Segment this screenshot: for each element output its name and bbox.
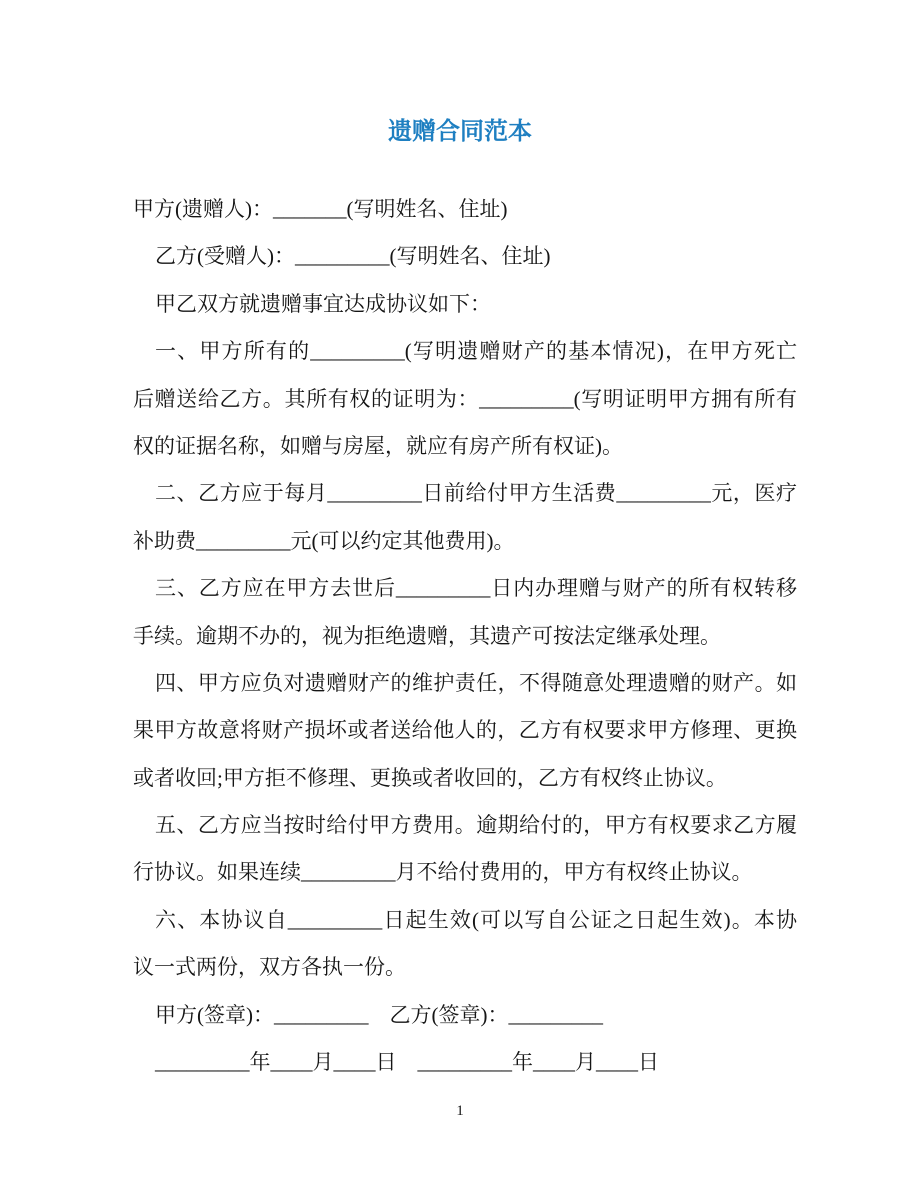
contract-line-clause6-1: 六、本协议自_________日起生效(可以写自公证之日起生效)。本协	[155, 907, 797, 932]
contract-line-clause5-1: 五、乙方应当按时给付甲方费用。逾期给付的，甲方有权要求乙方履	[155, 813, 797, 838]
contract-line-clause2-1: 二、乙方应于每月_________日前给付甲方生活费_________元，医疗	[155, 481, 797, 506]
contract-line-clause4-1: 四、甲方应负对遗赠财产的维护责任，不得随意处理遗赠的财产。如	[155, 670, 797, 695]
contract-line-clause3-1: 三、乙方应在甲方去世后_________日内办理赠与财产的所有权转移	[155, 576, 797, 601]
contract-line-clause4-2: 果甲方故意将财产损坏或者送给他人的，乙方有权要求甲方修理、更换	[133, 718, 797, 743]
document-body	[133, 186, 797, 1086]
contract-line-signatures: 甲方(签章)：_________ 乙方(签章)：_________	[155, 1002, 603, 1027]
page-number: 1	[456, 1103, 464, 1119]
contract-line-clause3-2: 手续。逾期不办的，视为拒绝遗赠，其遗产可按法定继承处理。	[133, 623, 721, 648]
contract-line-party-b: 乙方(受赠人)：_________(写明姓名、住址)	[155, 244, 551, 269]
contract-line-clause1-3: 权的证据名称，如赠与房屋，就应有房产所有权证)。	[133, 433, 623, 458]
document-title: 遗赠合同范本	[388, 119, 532, 145]
contract-line-clause2-2: 补助费_________元(可以约定其他费用)。	[133, 528, 515, 553]
contract-line-clause6-2: 议一式两份，双方各执一份。	[133, 955, 406, 980]
contract-line-clause5-2: 行协议。如果连续_________月不给付费用的，甲方有权终止协议。	[133, 860, 753, 885]
contract-line-clause4-3: 或者收回;甲方拒不修理、更换或者收回的，乙方有权终止协议。	[133, 765, 727, 790]
contract-line-clause1-1: 一、甲方所有的_________(写明遗赠财产的基本情况)，在甲方死亡	[155, 339, 797, 364]
contract-line-clause1-2: 后赠送给乙方。其所有权的证明为：_________(写明证明甲方拥有所有	[133, 386, 797, 411]
contract-line-dates: _________年____月____日 _________年____月____日	[155, 1050, 659, 1075]
contract-line-party-a: 甲方(遗赠人)：_______(写明姓名、住址)	[133, 197, 508, 221]
contract-line-preamble: 甲乙双方就遗赠事宜达成协议如下：	[155, 291, 491, 316]
